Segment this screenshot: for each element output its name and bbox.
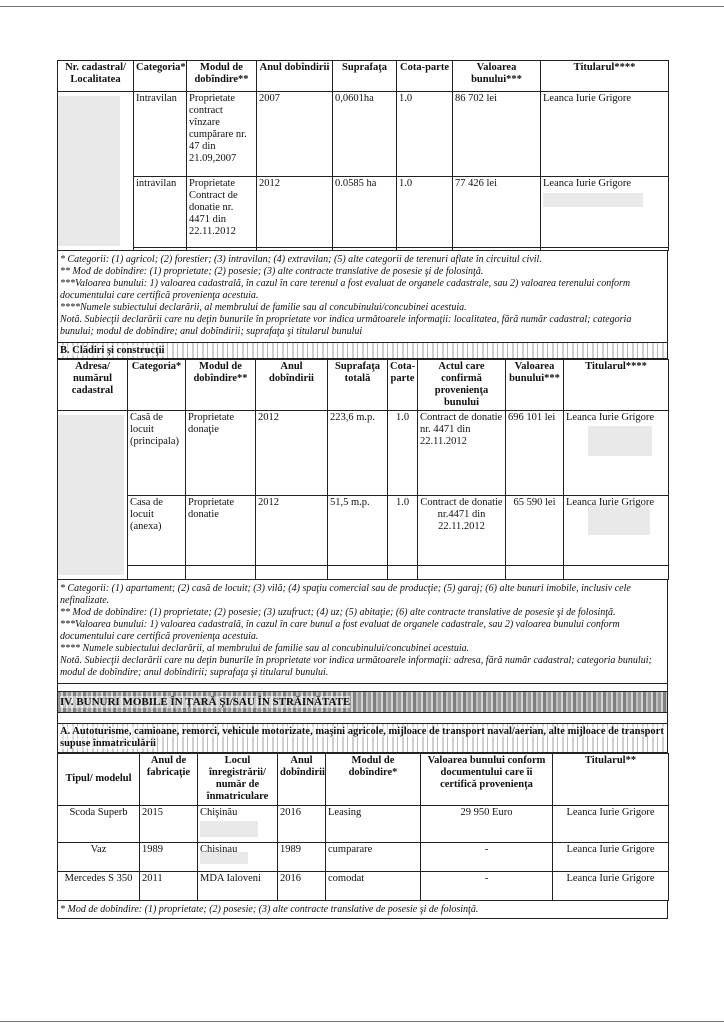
building-category: Casa de locuit (anexa) xyxy=(128,496,186,566)
col-header: Categoria* xyxy=(134,61,187,92)
empty-cell xyxy=(333,247,397,250)
building-acquisition-mode: Proprietate donatie xyxy=(186,496,256,566)
building-year: 2012 xyxy=(256,411,328,496)
land-owner: Leanca Iurie Grigore xyxy=(543,177,632,189)
building-document: Contract de donatie nr.4471 din 22.11.2012 xyxy=(418,496,506,566)
empty-cell xyxy=(187,247,257,250)
vehicle-acquisition-mode: Leasing xyxy=(326,805,421,842)
footnote: Notă. Subiecţii declarării care nu deţin bunurile în proprietate vor indica următoarele informaţii: adresa, fără număr cadastral; categoria bunului; modul de dobîndire; anul dobîndirii; suprafaţa şi titularul bunului. xyxy=(60,655,652,679)
footnote: * Mod de dobîndire: (1) proprietate; (2) posesie; (3) alte contracte translative de posesie şi de folosinţă. xyxy=(60,903,479,915)
vehicle-registration: Chişinău xyxy=(200,806,238,818)
land-category: intravilan xyxy=(134,176,187,247)
redacted-block xyxy=(58,96,120,246)
col-header: Valoarea bunului*** xyxy=(506,360,564,411)
empty-cell xyxy=(256,566,328,580)
footnote: * Categorii: (1) apartament; (2) casă de locuit; (3) vilă; (4) spaţiu comercial sau de producţie; (5) garaj; (6) alte bunuri imobile, inclusiv cele nefinalizate. xyxy=(60,583,631,607)
empty-cell xyxy=(257,247,333,250)
land-footnotes xyxy=(57,251,668,343)
table-row xyxy=(58,411,669,496)
building-category: Casă de locuit (principala) xyxy=(128,411,186,496)
footnote: * Categorii: (1) agricol; (2) forestier; (3) intravilan; (4) extravilan; (5) alte categorii de terenuri aflate în circuitul civil. xyxy=(60,254,542,265)
col-header: Titularul**** xyxy=(541,61,669,92)
empty-cell xyxy=(564,566,669,580)
section-spacer xyxy=(57,684,668,691)
empty-cell xyxy=(453,247,541,250)
building-share: 1.0 xyxy=(388,496,418,566)
vehicle-registration: Chisinau xyxy=(200,843,238,855)
col-header: Locul înregistrării/ număr de înmatriculare xyxy=(198,754,278,805)
col-header: Modul de dobîndire* xyxy=(326,754,421,805)
footnote: ***Valoarea bunului: 1) valoarea cadastrală, în cazul în care terenul a fost evaluat de organele cadastrale, sau 2) valoarea terenului conform documentului care certifică provenienţa acestuia. xyxy=(60,278,631,301)
redacted-cell xyxy=(58,411,128,580)
vehicle-model: Mercedes S 350 xyxy=(58,871,140,900)
redacted-block xyxy=(58,415,124,575)
land-value: 77 426 lei xyxy=(453,176,541,247)
col-header: Titularul** xyxy=(553,754,669,805)
land-year: 2012 xyxy=(257,176,333,247)
building-value: 696 101 lei xyxy=(506,411,564,496)
col-header: Actul care confirmă provenienţa bunului xyxy=(418,360,506,411)
bottom-rule xyxy=(0,1021,724,1022)
land-category: Intravilan xyxy=(134,92,187,177)
building-owner: Leanca Iurie Grigore xyxy=(566,497,655,509)
land-acquisition-mode: Proprietate Contract de donatie nr. 4471 din 22.11.2012 xyxy=(187,176,257,247)
col-header: Valoarea bunului*** xyxy=(453,61,541,92)
land-share: 1.0 xyxy=(397,92,453,177)
col-header: Modul de dobîndire** xyxy=(187,61,257,92)
empty-cell xyxy=(418,566,506,580)
vehicle-registration: MDA Ialoveni xyxy=(198,871,278,900)
empty-cell xyxy=(134,247,187,250)
building-owner: Leanca Iurie Grigore xyxy=(566,412,655,424)
building-year: 2012 xyxy=(256,496,328,566)
building-area: 223,6 m.p. xyxy=(328,411,388,496)
col-header: Modul de dobîndire** xyxy=(186,360,256,411)
land-share: 1.0 xyxy=(397,176,453,247)
table-row xyxy=(58,92,669,177)
buildings-header-row xyxy=(58,360,669,411)
vehicle-year-made: 2015 xyxy=(140,805,198,842)
redacted-cell xyxy=(58,92,134,251)
empty-cell xyxy=(541,247,669,250)
vehicles-footnote xyxy=(57,901,668,919)
vehicle-owner: Leanca Iurie Grigore xyxy=(553,842,669,871)
vehicle-value: - xyxy=(421,842,553,871)
col-header: Suprafaţa totală xyxy=(328,360,388,411)
land-header-row xyxy=(58,61,669,92)
vehicle-year-acquired: 1989 xyxy=(278,842,326,871)
redacted-block xyxy=(588,505,650,535)
col-header: Adresa/ numărul cadastral xyxy=(58,360,128,411)
empty-cell xyxy=(388,566,418,580)
redacted-block xyxy=(588,426,652,456)
empty-cell xyxy=(186,566,256,580)
redacted-block xyxy=(543,193,643,207)
vehicle-year-made: 1989 xyxy=(140,842,198,871)
col-header: Cota-parte xyxy=(397,61,453,92)
col-header: Valoarea bunului conform documentului care îi certifică provenienţa xyxy=(421,754,553,805)
footnote: ** Mod de dobîndire: (1) proprietate; (2) posesie; (3) uzufruct; (4) uz; (5) abitaţie; (6) alte contracte translative de posesie şi de folosinţă. xyxy=(60,607,616,619)
empty-cell xyxy=(128,566,186,580)
table-row xyxy=(58,496,669,566)
building-document: Contract de donatie nr. 4471 din 22.11.2012 xyxy=(418,411,506,496)
subsection-title-vehicles: A. Autoturisme, camioane, remorci, vehicule motorizate, maşini agricole, mijloace de transport naval/aerian, alte mijloace de transport supuse înmatriculării xyxy=(57,723,668,753)
land-table xyxy=(57,60,669,251)
building-owner-cell xyxy=(564,496,669,566)
table-row xyxy=(58,566,669,580)
buildings-footnotes xyxy=(57,580,668,684)
empty-cell xyxy=(506,566,564,580)
table-row xyxy=(58,247,669,250)
section-spacer xyxy=(57,713,668,723)
section-title-buildings: B. Clădiri şi construcţii xyxy=(57,343,668,359)
declaration-page xyxy=(57,60,668,919)
empty-cell xyxy=(328,566,388,580)
table-row xyxy=(58,805,669,842)
footnote: ****Numele subiectului declarării, al membrului de familie sau al concubinului/concubinei acestuia. xyxy=(60,302,467,313)
footnote: ***Valoarea bunului: 1) valoarea cadastrală, în cazul în care bunul a fost evaluat de organele cadastrale, sau 2) valoarea bunului conform documentului care certifică provenienţa acestuia. xyxy=(60,619,620,643)
top-rule xyxy=(0,6,724,7)
col-header: Anul dobîndirii xyxy=(256,360,328,411)
vehicle-owner: Leanca Iurie Grigore xyxy=(553,805,669,842)
vehicle-model: Vaz xyxy=(58,842,140,871)
vehicle-registration-cell xyxy=(198,842,278,871)
land-value: 86 702 lei xyxy=(453,92,541,177)
vehicle-acquisition-mode: comodat xyxy=(326,871,421,900)
col-header: Anul de fabricaţie xyxy=(140,754,198,805)
building-acquisition-mode: Proprietate donaţie xyxy=(186,411,256,496)
building-value: 65 590 lei xyxy=(506,496,564,566)
footnote: Notă. Subiecţii declarării care nu deţin bunurile în proprietate vor indica următoarele informaţii: localitatea, fără număr cadastral; categoria bunului; modul de dobîndire; anul dobîndirii; suprafaţa şi titularul bunului xyxy=(60,314,632,337)
col-header: Suprafaţa xyxy=(333,61,397,92)
col-header: Categoria* xyxy=(128,360,186,411)
land-owner: Leanca Iurie Grigore xyxy=(541,92,669,177)
col-header: Anul dobîndirii xyxy=(278,754,326,805)
vehicle-value: 29 950 Euro xyxy=(421,805,553,842)
col-header: Cota-parte xyxy=(388,360,418,411)
land-area: 0,0601ha xyxy=(333,92,397,177)
vehicle-value: - xyxy=(421,871,553,900)
land-owner-cell xyxy=(541,176,669,247)
building-share: 1.0 xyxy=(388,411,418,496)
vehicle-acquisition-mode: cumparare xyxy=(326,842,421,871)
redacted-block xyxy=(200,821,258,837)
col-header: Anul dobîndirii xyxy=(257,61,333,92)
vehicles-table xyxy=(57,753,669,900)
vehicle-year-acquired: 2016 xyxy=(278,805,326,842)
building-area: 51,5 m.p. xyxy=(328,496,388,566)
land-acquisition-mode: Proprietate contract vînzare cumpărare nr. 47 din 21.09,2007 xyxy=(187,92,257,177)
land-area: 0.0585 ha xyxy=(333,176,397,247)
vehicle-registration-cell xyxy=(198,805,278,842)
empty-cell xyxy=(397,247,453,250)
col-header: Titularul**** xyxy=(564,360,669,411)
table-row xyxy=(58,176,669,247)
vehicle-model: Scoda Superb xyxy=(58,805,140,842)
vehicle-year-made: 2011 xyxy=(140,871,198,900)
vehicle-year-acquired: 2016 xyxy=(278,871,326,900)
land-year: 2007 xyxy=(257,92,333,177)
vehicles-header-row xyxy=(58,754,669,805)
section-title-movables: IV. BUNURI MOBILE ÎN ŢARĂ ŞI/SAU ÎN STRĂINĂTATE xyxy=(57,691,668,713)
vehicle-owner: Leanca Iurie Grigore xyxy=(553,871,669,900)
building-owner-cell xyxy=(564,411,669,496)
footnote: **** Numele subiectului declarării, al membrului de familie sau al concubinului/concubinei acestuia. xyxy=(60,643,470,655)
footnote: ** Mod de dobîndire: (1) proprietate; (2) posesie; (3) alte contracte translative de posesie şi de folosinţă. xyxy=(60,266,484,277)
col-header: Tipul/ modelul xyxy=(58,754,140,805)
col-header: Nr. cadastral/ Localitatea xyxy=(58,61,134,92)
buildings-table xyxy=(57,359,669,580)
table-row xyxy=(58,842,669,871)
table-row xyxy=(58,871,669,900)
